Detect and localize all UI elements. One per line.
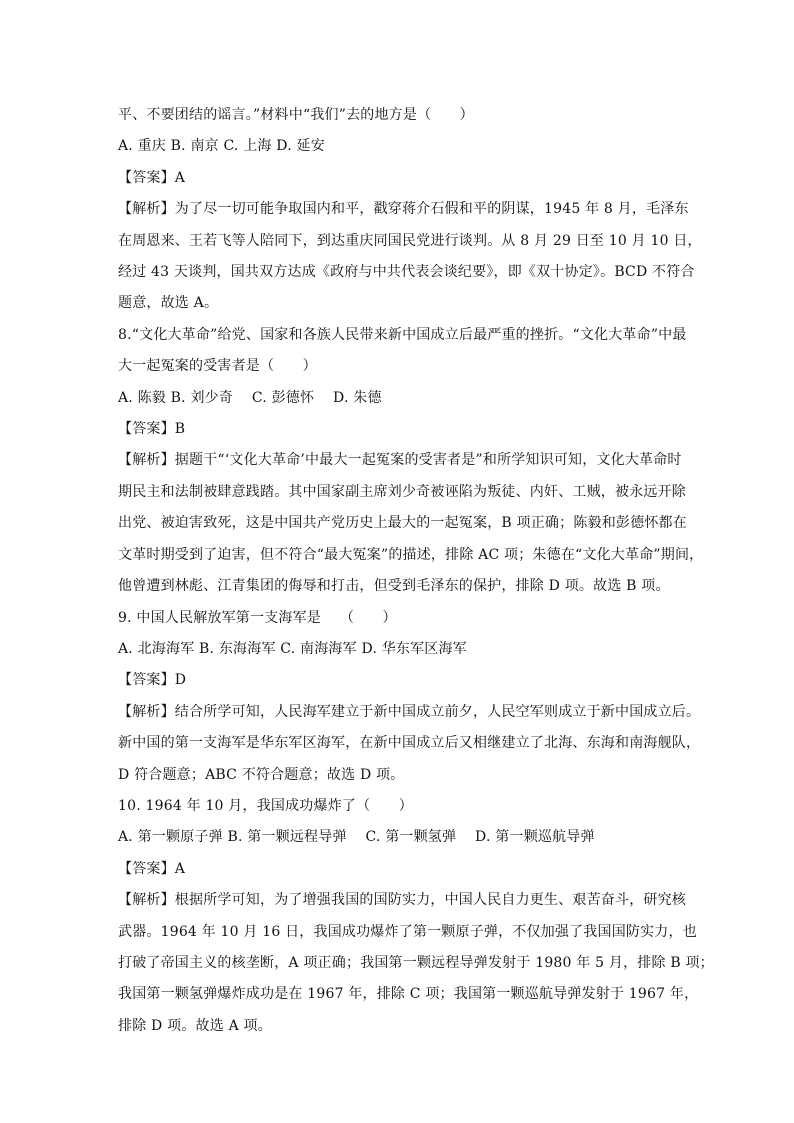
q7-explanation-line-3: 经过 43 天谈判，国共双方达成《政府与中共代表会谈纪要》，即《双十协定》。BCD 不符合 [118,264,695,281]
q8-answer: 【答案】B [118,421,186,438]
q7-explanation-line-1: 【解析】为了尽一切可能争取国内和平，戳穿蒋介石假和平的阴谋，1945 年 8 月，毛泽东 [118,201,689,218]
q10-stem: 10. 1964 年 10 月，我国成功爆炸了（ ） [118,797,413,814]
q8-explanation-line-1: 【解析】据题干“‘文化大革命’中最大一起冤案的受害者是”和所学知识可知，文化大革命时 [118,452,682,469]
q9-explanation-line-1: 【解析】结合所学可知，人民海军建立于新中国成立前夕，人民空军则成立于新中国成立后。 [118,703,701,720]
q7-explanation-line-2: 在周恩来、王若飞等人陪同下，到达重庆同国民党进行谈判。从 8 月 29 日至 10 月 10 日， [118,232,702,249]
q10-options: A. 第一颗原子弹 B. 第一颗远程导弹 C. 第一颗氢弹 D. 第一颗巡航导弹 [118,829,595,846]
q8-explanation-line-3: 出党、被迫害致死，这是中国共产党历史上最大的一起冤案，B 项正确；陈毅和彭德怀都在 [118,515,687,532]
q10-answer: 【答案】A [118,860,186,877]
q7-answer: 【答案】A [118,169,186,186]
q7-explanation-line-4: 题意，故选 A。 [118,295,219,312]
q8-explanation-line-4: 文革时期受到了迫害，但不符合“最大冤案”的描述，排除 AC 项；朱德在“文化大革命”期间， [118,546,704,563]
q7-options: A. 重庆 B. 南京 C. 上海 D. 延安 [118,138,325,155]
q8-explanation-line-2: 期民主和法制被肆意践踏。其中国家副主席刘少奇被诬陷为叛徒、内奸、工贼，被永远开除 [118,483,686,500]
q9-explanation-line-2: 新中国的第一支海军是华东军区海军，在新中国成立后又相继建立了北海、东海和南海舰队， [118,735,701,752]
q8-stem-line-1: 8.“文化大革命”给党、国家和各族人民带来新中国成立后最严重的挫折。“文化大革命”中最 [118,326,687,343]
q8-stem-line-2: 大一起冤案的受害者是（ ） [118,358,317,375]
q9-explanation-line-3: D 符合题意；ABC 不符合题意；故选 D 项。 [118,766,405,783]
q10-explanation-line-5: 排除 D 项。故选 A 项。 [118,1017,272,1034]
q7-stem-continued: 平、不要团结的谣言。”材料中“我们”去的地方是（ ） [118,107,474,123]
q9-stem: 9. 中国人民解放军第一支海军是 （ ） [118,609,397,626]
document-page [118,100,714,1042]
q10-explanation-line-4: 我国第一颗氢弹爆炸成功是在 1967 年，排除 C 项；我国第一颗巡航导弹发射于 1967 年， [118,986,699,1003]
q9-options: A. 北海海军 B. 东海海军 C. 南海海军 D. 华东军区海军 [118,640,467,657]
q8-explanation-line-5: 他曾遭到林彪、江青集团的侮辱和打击，但受到毛泽东的保护，排除 D 项。故选 B 项。 [118,578,670,595]
q10-explanation-line-3: 打破了帝国主义的核垄断，A 项正确；我国第一颗远程导弹发射于 1980 年 5 月，排除 B 项； [118,954,714,971]
q8-options: A. 陈毅 B. 刘少奇 C. 彭德怀 D. 朱德 [118,389,382,406]
q9-answer: 【答案】D [118,672,187,689]
q10-explanation-line-2: 武器。1964 年 10 月 16 日，我国成功爆炸了第一颗原子弹，不仅加强了我国国防实力，也 [118,923,697,940]
q10-explanation-line-1: 【解析】根据所学可知，为了增强我国的国防实力，中国人民自力更生、艰苦奋斗，研究核 [118,892,686,909]
